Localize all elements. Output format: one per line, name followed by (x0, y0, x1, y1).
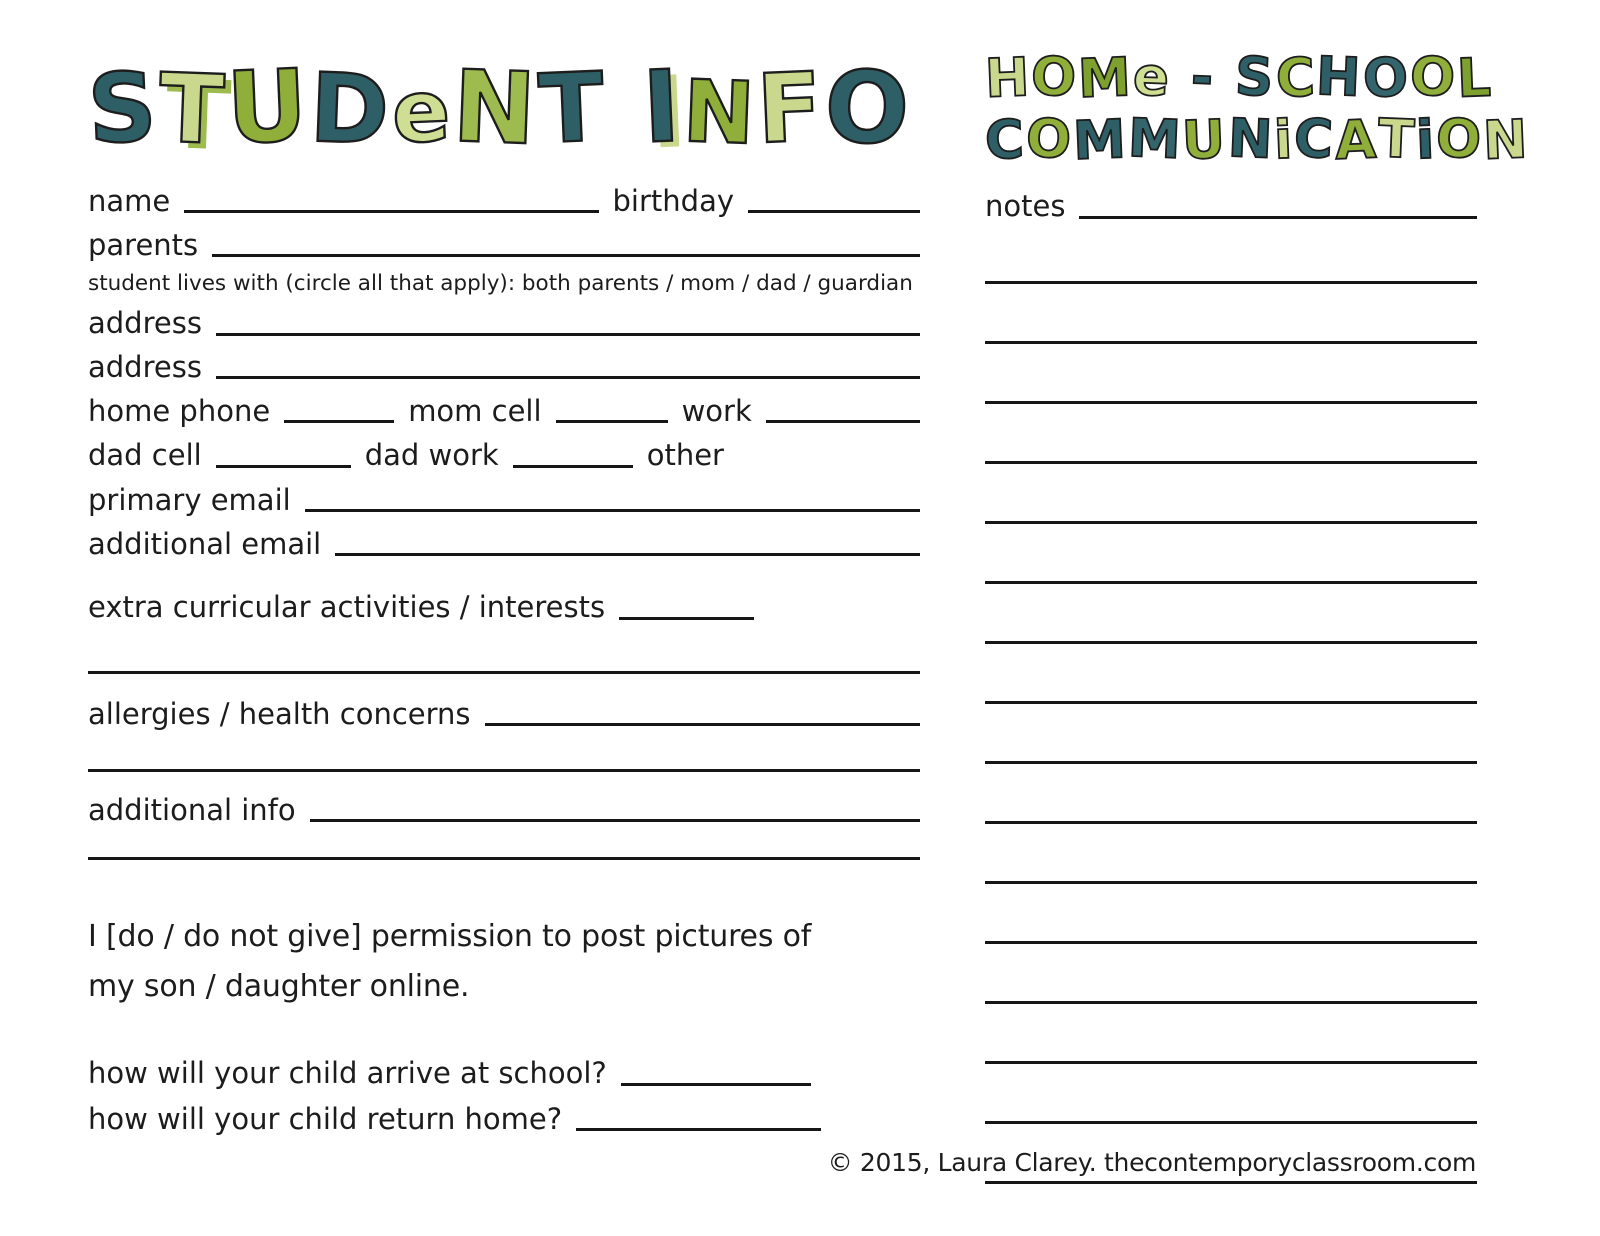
title-letter: O (1030, 46, 1080, 109)
parents-row (88, 229, 920, 262)
address1-blank-line (216, 333, 920, 336)
title-letter: N (680, 62, 760, 165)
notes-rule-line (985, 1001, 1477, 1004)
notes-rule-line (985, 761, 1477, 764)
mom-cell-blank-line (556, 420, 668, 423)
additional-email-label: additional email (88, 526, 322, 561)
title-letter (1171, 96, 1191, 97)
title-letter: e (390, 61, 456, 164)
title-letter: C (1274, 47, 1318, 110)
notes-rule-line (985, 1061, 1477, 1064)
title-letter: D (308, 53, 395, 167)
title-letter: S (1234, 46, 1277, 109)
title-letter: O (1408, 46, 1459, 109)
home-school-title-line-2 (983, 108, 1531, 173)
title-letter: O (1024, 108, 1075, 172)
return-row (88, 1103, 920, 1136)
parents-label: parents (88, 228, 199, 263)
additional-info-label: additional info (88, 793, 296, 827)
address2-blank-line (216, 376, 920, 379)
notes-rule-line (985, 281, 1477, 284)
name-blank-line (184, 210, 598, 213)
birthday-label: birthday (612, 183, 734, 218)
dad-cell-blank-line (216, 465, 351, 468)
home-school-title-line-1 (983, 46, 1494, 111)
title-letter: M (1126, 108, 1184, 172)
title-letter: M (1071, 109, 1129, 173)
title-letter (1215, 96, 1235, 97)
student-info-title (85, 48, 920, 168)
notes-rule-line (985, 461, 1477, 464)
title-letter: O (1361, 47, 1412, 110)
notes-label: notes (985, 189, 1066, 224)
allergies-row (88, 698, 920, 731)
notes-rule-line (985, 581, 1477, 584)
notes-rule-line (985, 701, 1477, 704)
title-letter: N (1482, 109, 1531, 173)
title-letter: S (85, 52, 162, 166)
parents-blank-line (212, 254, 920, 257)
title-letter: - (1190, 46, 1217, 109)
title-letter: U (1181, 109, 1229, 173)
notes-rule-line (985, 641, 1477, 644)
phones-row-2 (88, 439, 920, 472)
home-phone-label: home phone (88, 393, 271, 428)
home-phone-blank-line (284, 420, 394, 423)
title-letter: C (1292, 108, 1337, 171)
notes-rule-line (985, 941, 1477, 944)
copyright-footer: © 2015, Laura Clarey. thecontemporyclassroom.com (827, 1148, 1476, 1177)
work-label: work (681, 393, 752, 428)
phones-row-1 (88, 395, 920, 428)
title-letter: T (157, 53, 230, 167)
notes-rule-line (985, 401, 1477, 404)
notes-rule-line (985, 521, 1477, 524)
title-letter: N (1226, 108, 1276, 172)
allergies-continuation-line (88, 769, 920, 772)
arrive-row (88, 1057, 920, 1090)
title-letter: I (640, 49, 686, 166)
title-letter: L (1455, 47, 1494, 110)
notes-blank-line (1079, 216, 1477, 219)
home-school-communication-section (983, 46, 1531, 1184)
notes-rule-line (985, 1121, 1477, 1124)
additional-email-blank-line (335, 553, 920, 556)
extra-curricular-label: extra curricular activities / interests (88, 590, 606, 625)
title-letter: T (1376, 108, 1418, 171)
student-info-section (85, 48, 920, 1136)
address-row-2 (88, 351, 920, 384)
allergies-label: allergies / health concerns (88, 696, 471, 731)
birthday-blank-line (748, 210, 920, 213)
notes-rule-line (985, 821, 1477, 824)
dad-cell-label: dad cell (88, 438, 202, 473)
name-label: name (88, 183, 171, 218)
lives-with-row (88, 271, 920, 297)
title-letter: A (1333, 109, 1380, 173)
notes-row (985, 190, 1477, 223)
title-letter: M (1077, 46, 1135, 111)
additional-info-continuation-line (88, 857, 920, 860)
notes-rule-line (985, 341, 1477, 344)
primary-email-label: primary email (88, 482, 291, 517)
title-letter: T (536, 52, 610, 166)
title-letter: i (1272, 109, 1296, 172)
dad-work-label: dad work (364, 438, 499, 473)
name-birthday-row (88, 185, 920, 218)
notes-rule-line (985, 881, 1477, 884)
title-letter: F (754, 52, 828, 166)
notes-ruled-lines (985, 281, 1477, 1184)
address-row-1 (88, 307, 920, 340)
title-letter: C (983, 109, 1028, 172)
photo-permission-line-1: I [do / do not give] permission to post pictures of (88, 919, 812, 955)
title-letter (607, 141, 643, 142)
additional-info-blank-line (310, 819, 920, 822)
work-blank-line (766, 420, 920, 423)
title-letter: U (224, 48, 313, 167)
address2-label: address (88, 349, 202, 384)
additional-info-row (88, 794, 920, 827)
title-letter: H (1315, 46, 1365, 109)
allergies-blank-line (485, 723, 920, 726)
arrive-blank-line (621, 1083, 811, 1086)
title-letter: N (451, 49, 542, 168)
title-letter: O (1435, 108, 1485, 172)
return-label: how will your child return home? (88, 1101, 563, 1136)
primary-email-row (88, 484, 920, 517)
other-label: other (646, 438, 724, 473)
lives-with-text: student lives with (circle all that apply): both parents / mom / dad / guardian (88, 271, 913, 297)
notes-rule-line (985, 1181, 1477, 1184)
return-blank-line (576, 1128, 821, 1131)
extra-curricular-blank-line (619, 617, 754, 620)
extra-curricular-continuation-line (88, 671, 920, 674)
mom-cell-label: mom cell (408, 393, 542, 428)
additional-email-row (88, 528, 920, 561)
photo-permission-line-2: my son / daughter online. (88, 968, 470, 1004)
address1-label: address (88, 306, 202, 341)
primary-email-blank-line (305, 509, 920, 512)
title-letter: H (983, 47, 1033, 110)
title-letter: e (1131, 46, 1173, 109)
photo-permission-paragraph (88, 912, 920, 1011)
extra-curricular-row (88, 591, 920, 624)
title-letter: O (823, 49, 915, 168)
arrive-label: how will your child arrive at school? (88, 1056, 607, 1091)
dad-work-blank-line (513, 465, 633, 468)
title-letter: i (1414, 109, 1438, 172)
